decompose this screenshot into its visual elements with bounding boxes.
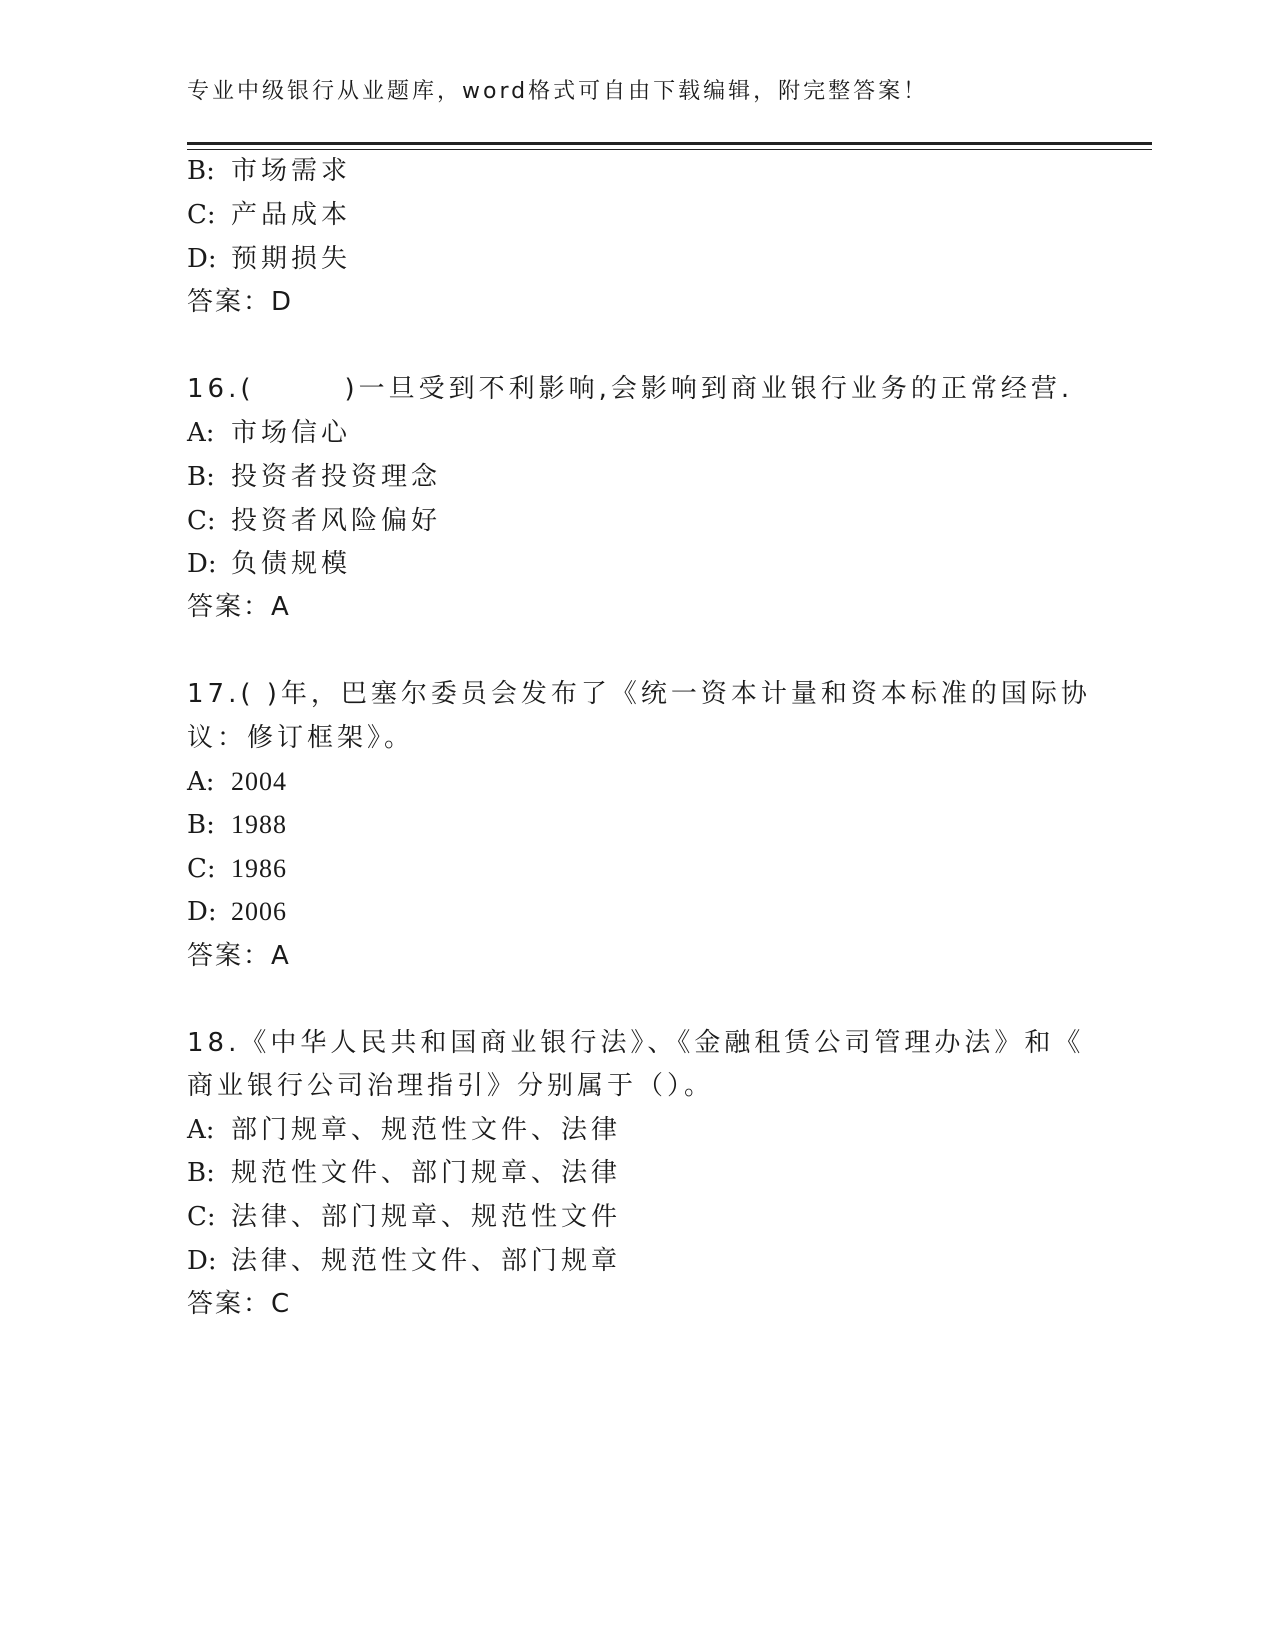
option-d — [187, 243, 351, 275]
option-text: 规范性文件、部门规章、法律 — [231, 1158, 622, 1188]
option-text: 部门规章、规范性文件、法律 — [231, 1115, 622, 1145]
option-text: 市场信心 — [231, 418, 352, 448]
option-label: C: — [187, 200, 216, 230]
option-c — [187, 1201, 621, 1233]
option-label: B: — [187, 462, 215, 492]
header-rule-thin — [187, 149, 1152, 150]
option-text: 1986 — [231, 854, 287, 883]
option-text: 投资者投资理念 — [231, 462, 442, 492]
question-18-stem-line2: 商业银行公司治理指引》分别属于（）。 — [187, 1071, 715, 1101]
option-d — [187, 1245, 621, 1277]
option-text: 负债规模 — [231, 549, 352, 579]
option-text: 预期损失 — [231, 244, 352, 274]
question-18-stem-line1: 18.《中华人民共和国商业银行法》、《金融租赁公司管理办法》和《 — [187, 1028, 1085, 1058]
option-label: D: — [187, 897, 217, 927]
option-label: B: — [187, 1158, 215, 1188]
option-text: 投资者风险偏好 — [231, 506, 442, 536]
option-a — [187, 766, 287, 798]
option-text: 法律、部门规章、规范性文件 — [231, 1202, 622, 1232]
question-16-stem: 16.( )一旦受到不利影响,会影响到商业银行业务的正常经营. — [187, 374, 1074, 404]
option-label: A: — [187, 418, 215, 448]
option-d — [187, 896, 287, 928]
option-text: 2006 — [231, 897, 287, 926]
option-c — [187, 853, 287, 885]
option-a — [187, 1114, 621, 1146]
answer: 答案：A — [187, 592, 291, 622]
option-text: 1988 — [231, 810, 287, 839]
option-label: A: — [187, 767, 215, 797]
option-text: 2004 — [231, 767, 287, 796]
option-a — [187, 417, 351, 449]
option-text: 市场需求 — [231, 156, 352, 186]
option-b — [187, 1157, 621, 1189]
option-text: 产品成本 — [231, 200, 352, 230]
option-label: A: — [187, 1115, 215, 1145]
option-label: B: — [187, 810, 215, 840]
page-header: 专业中级银行从业题库，word格式可自由下载编辑，附完整答案！ — [187, 79, 929, 104]
option-label: D: — [187, 244, 217, 274]
answer: 答案：C — [187, 1289, 292, 1319]
option-label: C: — [187, 1202, 216, 1232]
option-label: B: — [187, 156, 215, 186]
option-c — [187, 199, 351, 231]
option-text: 法律、规范性文件、部门规章 — [231, 1246, 622, 1276]
option-label: D: — [187, 549, 217, 579]
option-b — [187, 155, 351, 187]
answer: 答案：D — [187, 287, 294, 317]
option-b — [187, 461, 441, 493]
option-c — [187, 505, 441, 537]
question-17-stem-line2: 议：修订框架》。 — [187, 723, 415, 753]
option-label: D: — [187, 1246, 217, 1276]
question-17-stem-line1: 17.( )年，巴塞尔委员会发布了《统一资本计量和资本标准的国际协 — [187, 679, 1091, 709]
header-rule-thick — [187, 142, 1152, 145]
answer: 答案：A — [187, 941, 291, 971]
option-label: C: — [187, 854, 216, 884]
option-d — [187, 548, 351, 580]
option-b — [187, 809, 287, 841]
option-label: C: — [187, 506, 216, 536]
